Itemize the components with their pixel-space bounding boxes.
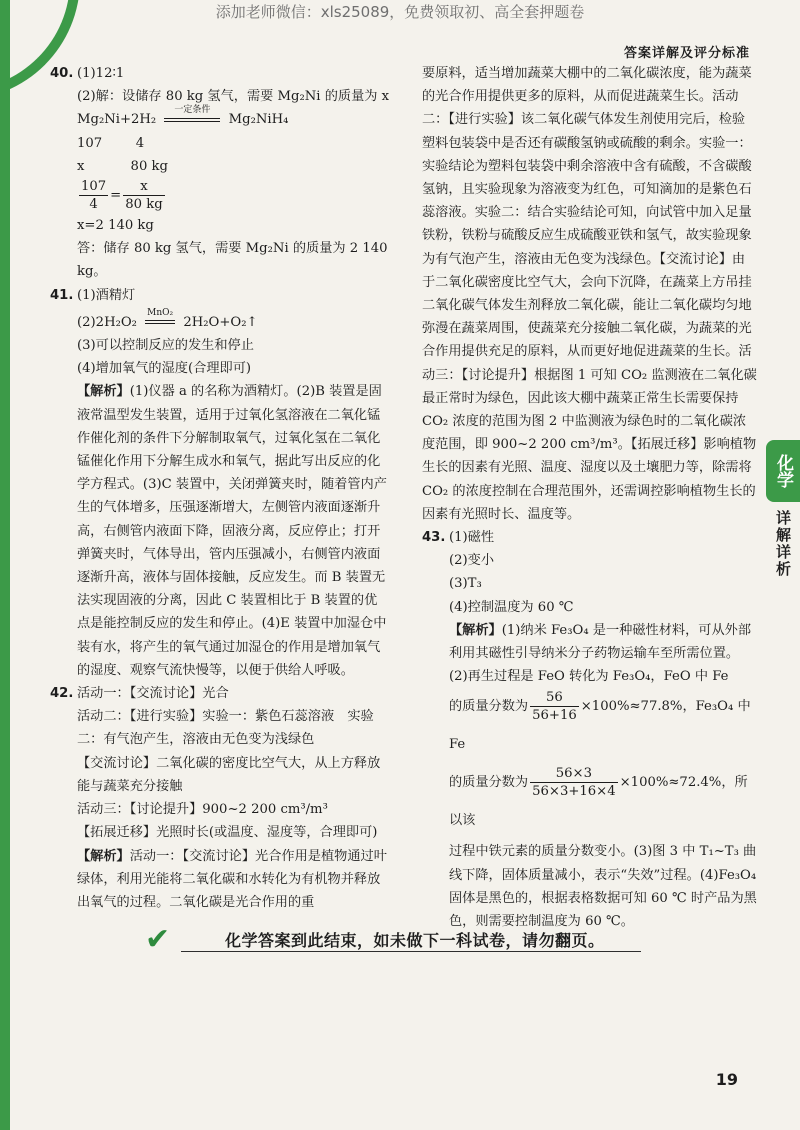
page-number: 19 [715, 1070, 738, 1089]
equation-left: Mg₂Ni+2H₂ [77, 112, 157, 128]
explanation: 过程中铁元素的质量分数变小。(3)图 3 中 T₁~T₃ 曲线下降，固体质量减小，表示“失效”过程。(4)Fe₃O₄ 固体是黑色的，根据表格数据可知 60 ℃ 时产品为黑色，则需要控制温度为 60 ℃。 [449, 844, 757, 930]
answer-line: (4)增加氧气的湿度(合理即可) [77, 361, 252, 377]
fraction-line: 的质量分数为 $\frac{56}{56+16}$ ×100%≈77.8%，Fe₃O₄ 中 Fe [449, 690, 751, 753]
subject-tab: 化学 [766, 440, 800, 502]
fraction-line: 的质量分数为 $\frac{56\times 3}{56\times 3+16\times 4}$ ×100%≈72.4%，所以该 [449, 766, 748, 829]
answer-line: 活动二：【进行实验】实验一：紫色石蕊溶液 实验二：有气泡产生，溶液由无色变为浅绿色 [77, 709, 374, 748]
question-41 [50, 284, 390, 682]
question-number: 40. [50, 66, 74, 81]
underline-rule [181, 951, 641, 952]
answer-line: (2)解：设储存 80 kg 氢气，需要 Mg₂Ni 的质量为 x [77, 89, 390, 105]
page-green-edge [0, 0, 10, 1130]
answer-line: (2)变小 [449, 553, 495, 569]
equation: (2)2H₂O₂ MnO₂ 2H₂O+O₂↑ [77, 311, 390, 334]
ratio-line: 107 4 [77, 135, 145, 151]
answer-line: x=2 140 kg [77, 218, 154, 234]
answer-line: (3)可以控制反应的发生和停止 [77, 338, 254, 354]
question-43 [422, 526, 757, 933]
end-note [145, 922, 655, 957]
explanation: 【解析】(1)仪器 a 的名称为酒精灯。(2)B 装置是固液常温型发生装置，适用于过氧化氢溶液在二氧化锰作催化剂的条件下分解制取氧气，过氧化氢在二氧化锰催化作用下分解生成水和氧气，据此写出反应的化学方程式。(3)C 装置中，关闭弹簧夹时，随着管内产生的气体增多，压强逐渐增大，左侧管内液面逐渐升高，右侧管内液面下降，固液分离，反应停止；打开弹簧夹时，气体导出，管内压强减小，右侧管内液面逐渐升高，液体与固体接触，反应发生。而 B 装置无法实现固液的分离，因此 C 装置相比于 B 装置的优点是能控制反应的发生和停止。(4)E 装置中加湿仓中装有水，将产生的氧气通过加湿仓的作用是增加氧气的湿度、观察气流快慢等，以便于供给人呼吸。 [77, 384, 387, 678]
question-42 [50, 682, 390, 914]
header-title: 答案详解及评分标准 [623, 46, 750, 61]
answer-line: 活动一：【交流讨论】光合 [77, 686, 229, 702]
answer-line: (1)12∶1 [77, 66, 125, 81]
answer-line: (1)磁性 [449, 530, 495, 546]
explanation: 【解析】(1)纳米 Fe₃O₄ 是一种磁性材料，可从外部利用其磁性引导纳米分子药物运输车至所需位置。(2)再生过程是 FeO 转化为 Fe₃O₄，FeO 中 Fe [449, 622, 752, 685]
question-40 [50, 62, 390, 284]
explanation-continued: 要原料，适当增加蔬菜大棚中的二氧化碳浓度，能为蔬菜的光合作用提供更多的原料，从而促进蔬菜生长。活动二：【进行实验】该二氧化碳气体发生剂使用完后，检验塑料包装袋中是否还有碳酸氢钠或硫酸的剩余。实验一：实验结论为塑料包装袋中剩余溶液中含有硫酸，不含碳酸氢钠，且实验现象为溶液变为红色，可知滴加的是紫色石蕊溶液。实验二：结合实验结论可知，向试管中加入足量铁粉，铁粉与硫酸反应生成硫酸亚铁和氢气，故实验现象为有气泡产生，溶液由无色变为浅绿色。【交流讨论】由于二氧化碳密度比空气大，会向下沉降，在蔬菜上方吊挂二氧化碳气体发生剂释放二氧化碳，能让二氧化碳均匀地弥漫在蔬菜周围，使蔬菜充分接触二氧化碳，为蔬菜的光合作用提供充足的原料，从而更好地促进蔬菜的生长。活动三：【讨论提升】根据图 1 可知 CO₂ 监测液在二氧化碳最正常时为绿色，因此该大棚中蔬菜正常生长需要保持 CO₂ 浓度的范围为图 2 中监测液为绿色时的二氧化碳浓度范围，即 900~2 200 cm³/m³。【拓展迁移】影响植物生长的因素有光照、温度、湿度以及土壤肥力等，除需将 CO₂ 的浓度控制在合理范围外，还需调控影响植物生长的因素有光照时长、温度等。 [422, 66, 757, 522]
end-note-text: 化学答案到此结束，如未做下一科试卷，请勿翻页。 [225, 931, 605, 950]
reaction-arrow [160, 105, 224, 131]
answer-line: 答：储存 80 kg 氢气，需要 Mg₂Ni 的质量为 2 140 kg。 [77, 241, 388, 280]
right-column [422, 62, 757, 933]
ratio-line: x 80 kg [77, 158, 168, 174]
reaction-condition: 一定条件 [174, 105, 211, 116]
answer-line: 【拓展迁移】光照时长(或温度、湿度等，合理即可) [77, 825, 378, 841]
answer-line: (3)T₃ [449, 576, 482, 592]
question-number: 41. [50, 287, 74, 303]
section-label: 详解详析 [774, 510, 792, 578]
answer-line: 【交流讨论】二氧化碳的密度比空气大，从上方释放能与蔬菜充分接触 [77, 755, 381, 794]
proportion: $\frac{107}{4}$ = $\frac{x}{80 kg}$ [81, 179, 163, 213]
fraction: $\frac{56}{56+16}$ [532, 690, 577, 724]
equation [77, 105, 390, 131]
fraction: $\frac{56\times 3}{56\times 3+16\times 4}$ [532, 766, 616, 800]
fraction: $\frac{x}{80 kg}$ [125, 179, 163, 213]
answer-line: (4)控制温度为 60 ℃ [449, 599, 574, 615]
reaction-arrow [141, 307, 179, 334]
equation-right: Mg₂NiH₄ [228, 112, 289, 128]
left-column [50, 62, 390, 914]
question-number: 43. [422, 530, 446, 546]
answer-line: 活动三：【讨论提升】900~2 200 cm³/m³ [77, 802, 328, 818]
reaction-condition: MnO₂ [147, 307, 174, 318]
checkmark-icon: ✔ [145, 922, 171, 957]
question-number: 42. [50, 686, 74, 702]
fraction: $\frac{107}{4}$ [81, 179, 107, 213]
explanation: 【解析】活动一：【交流讨论】光合作用是植物通过叶绿体，利用光能将二氧化碳和水转化为有机物并释放出氧气的过程。二氧化碳是光合作用的重 [77, 848, 387, 910]
answer-line: (1)酒精灯 [77, 287, 136, 303]
watermark-text: 添加老师微信：xls25089，免费领取初、高全套押题卷 [215, 3, 585, 21]
